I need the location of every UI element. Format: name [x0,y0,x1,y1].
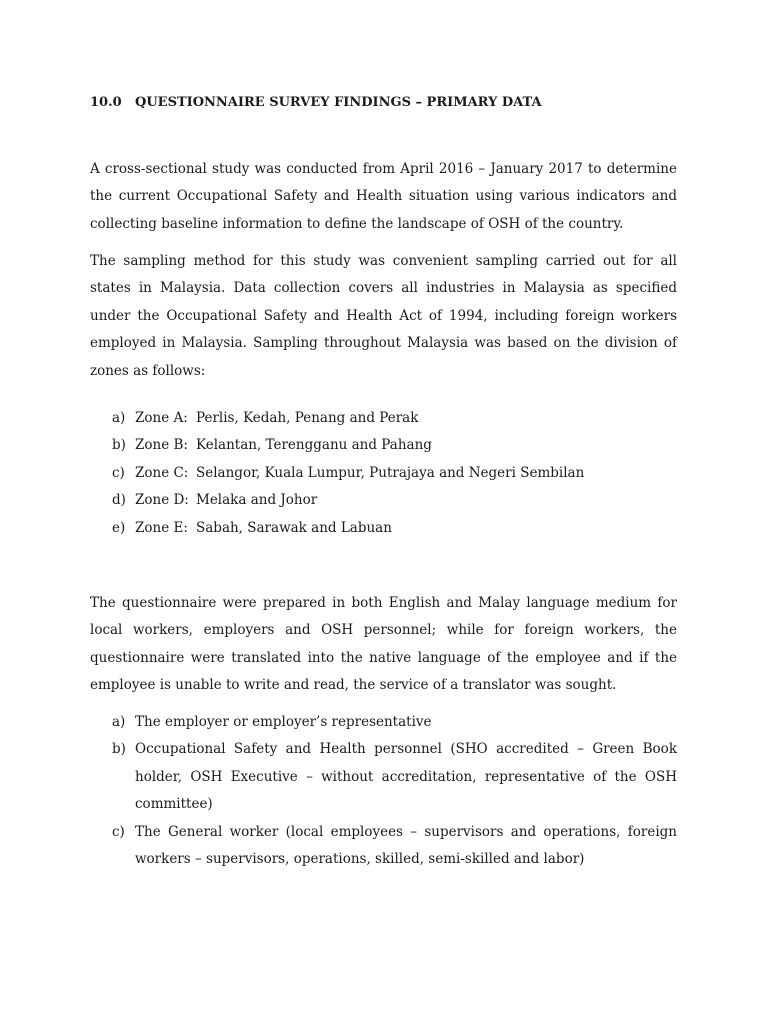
paragraph-questionnaire: The questionnaire were prepared in both English and Malay language medium for local workers, employers and OSH personnel; while for foreign workers, the questionnaire were translated into the native language of the employee and if the employee is unable to write and read, the service of a translator was sought. [90,595,677,694]
list-marker: a) [112,714,126,730]
zone-name: Zone D: [135,492,189,509]
list-marker: d) [112,492,126,509]
zone-states: Melaka and Johor [196,492,318,509]
respondent-text: The employer or employer’s representative [135,714,432,730]
zone-name: Zone C: [135,464,189,481]
paragraph-sampling-method: The sampling method for this study was convenient sampling carried out for all states in Malaysia. Data collection covers all industries in Malaysia as specified under the Occupational Safety and Health Act of 1994, including foreign workers employed in Malaysia. Sampling throughout Malaysia was based on the division of zones as follows: [90,253,677,379]
list-marker: b) [112,741,126,758]
section-heading [90,94,542,112]
respondent-text: The General worker (local employees – supervisors and operations, foreign workers – supervisors, operations, skilled, semi-skilled and labor) [135,823,677,868]
respondent-list [112,709,677,873]
respondent-text: Occupational Safety and Health personnel (SHO accredited – Green Book holder, OSH Executive – without accreditation, representative of the OSH committee) [135,741,677,813]
zone-states: Sabah, Sarawak and Labuan [196,519,392,536]
zone-states: Kelantan, Terengganu and Pahang [196,437,432,454]
zone-item [112,487,677,514]
section-title: QUESTIONNAIRE SURVEY FINDINGS – PRIMARY DATA [135,95,542,110]
zone-item [112,515,677,542]
list-marker: b) [112,437,126,454]
list-marker: c) [112,823,125,840]
section-number: 10.0 [90,95,122,110]
zone-states: Selangor, Kuala Lumpur, Putrajaya and Negeri Sembilan [196,464,585,481]
zone-name: Zone B: [135,437,188,454]
zone-item [112,432,677,459]
zone-name: Zone E: [135,519,188,536]
zone-states: Perlis, Kedah, Penang and Perak [196,410,419,426]
list-marker: a) [112,410,126,426]
zone-item [112,405,677,432]
list-marker: e) [112,519,126,536]
zone-name: Zone A: [135,410,188,426]
respondent-item [112,819,677,874]
respondent-item [112,709,677,736]
zone-list [112,405,677,542]
paragraph-study-overview: A cross-sectional study was conducted from April 2016 – January 2017 to determine the current Occupational Safety and Health situation using various indicators and collecting baseline information to define the landscape of OSH of the country. [90,161,677,232]
list-marker: c) [112,464,125,481]
zone-item [112,460,677,487]
respondent-item [112,736,677,818]
